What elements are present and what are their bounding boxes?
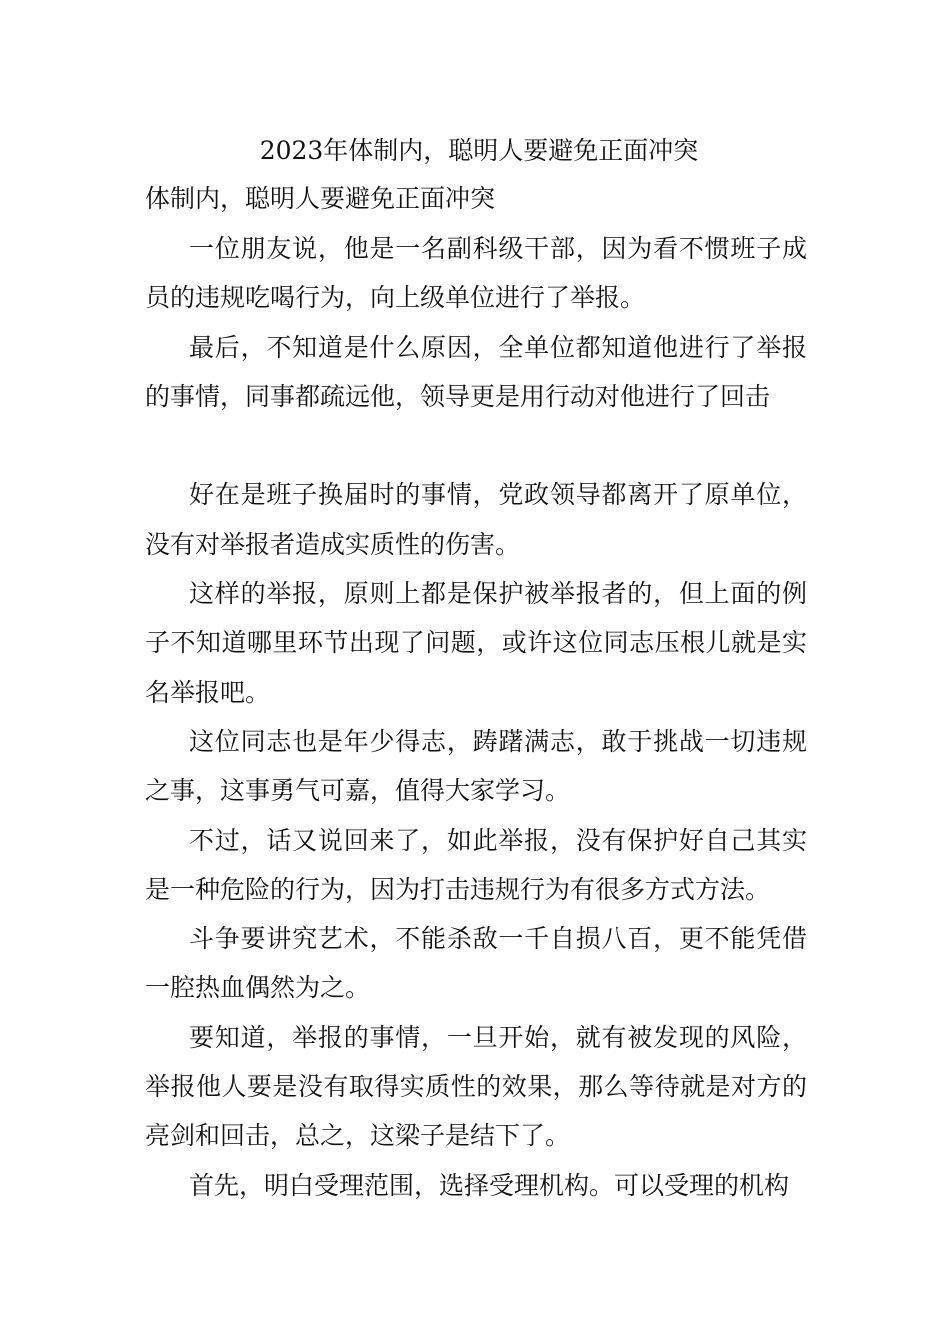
paragraph-3: 好在是班子换届时的事情，党政领导都离开了原单位，没有对举报者造成实质性的伤害。 [145,480,807,559]
paragraph-1: 一位朋友说，他是一名副科级干部，因为看不惯班子成员的违规吃喝行为，向上级单位进行了举报。 [145,234,807,313]
paragraph-9: 首先，明白受理范围，选择受理机构。可以受理的机构 [189,1170,790,1200]
document-subtitle: 体制内，聪明人要避免正面冲突 [145,184,496,213]
paragraph-7: 斗争要讲究艺术，不能杀敌一千自损八百，更不能凭借一腔热血偶然为之。 [145,924,807,1003]
document-title: 2023年体制内，聪明人要避免正面冲突 [259,136,699,165]
paragraph-8: 要知道，举报的事情，一旦开始，就有被发现的风险，举报他人要是没有取得实质性的效果，那么等待就是对方的亮剑和回击，总之，这梁子是结下了。 [145,1022,807,1151]
paragraph-5: 这位同志也是年少得志，踌躇满志，敢于挑战一切违规之事，这事勇气可嘉，值得大家学习。 [145,726,807,806]
paragraph-4: 这样的举报，原则上都是保护被举报者的，但上面的例子不知道哪里环节出现了问题，或许这位同志压根儿就是实名举报吧。 [145,579,807,707]
document-page [145,128,807,1210]
paragraph-6: 不过，话又说回来了，如此举报，没有保护好自己其实是一种危险的行为，因为打击违规行为有很多方式方法。 [145,825,807,904]
paragraph-2: 最后，不知道是什么原因，全单位都知道他进行了举报的事情，同事都疏远他，领导更是用行动对他进行了回击 [145,332,807,411]
